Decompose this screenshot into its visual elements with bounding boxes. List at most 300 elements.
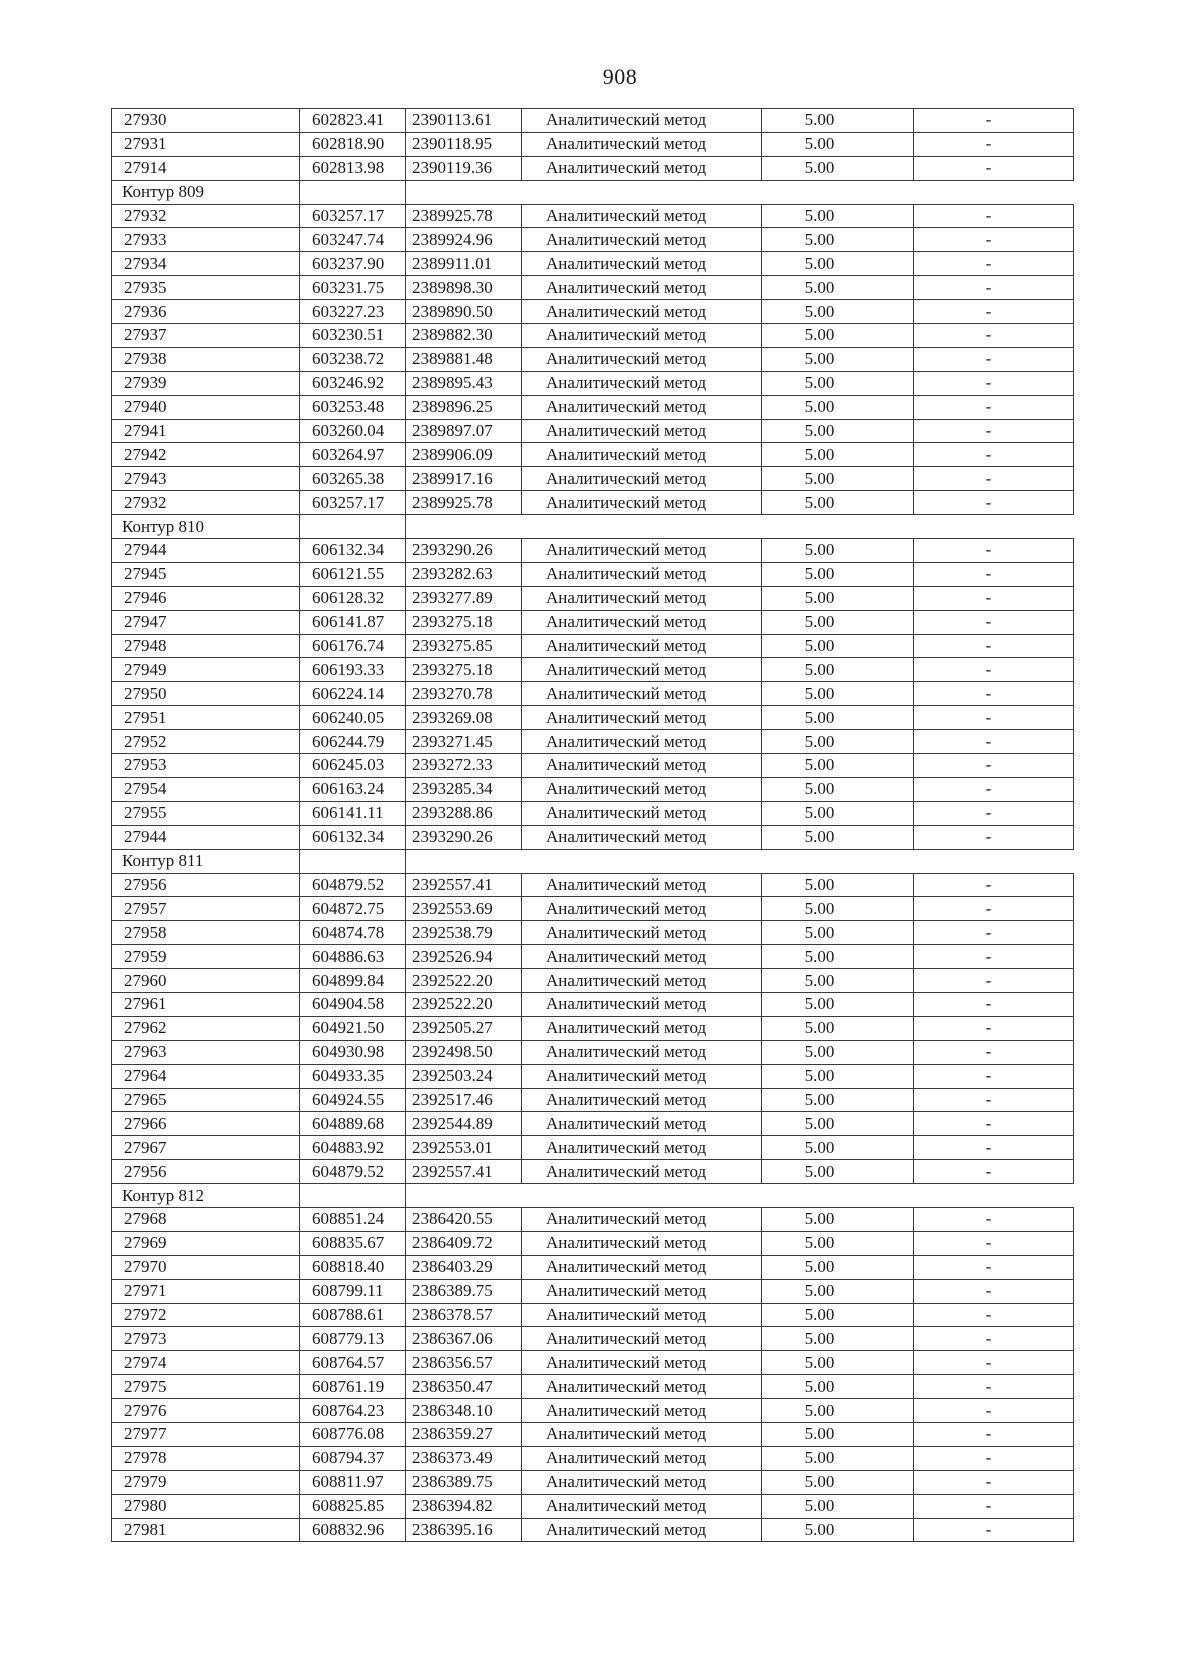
x-coordinate-cell: 604879.52: [300, 873, 406, 897]
note-cell: -: [914, 825, 1074, 849]
table-row: [112, 1327, 1074, 1351]
contour-label: Контур 812: [112, 1184, 300, 1208]
precision-cell: 5.00: [762, 921, 914, 945]
x-coordinate-cell: 603227.23: [300, 300, 406, 324]
contour-header-row: [112, 515, 1074, 539]
y-coordinate-cell: 2392517.46: [406, 1088, 522, 1112]
y-coordinate-cell: 2390118.95: [406, 132, 522, 156]
table-row: [112, 204, 1074, 228]
precision-cell: 5.00: [762, 634, 914, 658]
note-cell: -: [914, 1303, 1074, 1327]
point-number-cell: 27951: [112, 706, 300, 730]
note-cell: -: [914, 1399, 1074, 1423]
point-number-cell: 27978: [112, 1446, 300, 1470]
method-cell: Аналитический метод: [522, 1327, 762, 1351]
table-row: [112, 1494, 1074, 1518]
note-cell: -: [914, 777, 1074, 801]
y-coordinate-cell: 2393275.18: [406, 658, 522, 682]
note-cell: -: [914, 395, 1074, 419]
note-cell: -: [914, 873, 1074, 897]
method-cell: Аналитический метод: [522, 969, 762, 993]
precision-cell: 5.00: [762, 682, 914, 706]
method-cell: Аналитический метод: [522, 754, 762, 778]
point-number-cell: 27952: [112, 730, 300, 754]
x-coordinate-cell: 604930.98: [300, 1040, 406, 1064]
method-cell: Аналитический метод: [522, 610, 762, 634]
x-coordinate-cell: 603246.92: [300, 371, 406, 395]
point-number-cell: 27932: [112, 204, 300, 228]
point-number-cell: 27944: [112, 825, 300, 849]
table-row: [112, 945, 1074, 969]
contour-label: Контур 810: [112, 515, 300, 539]
contour-header-row: [112, 180, 1074, 204]
table-row: [112, 992, 1074, 1016]
precision-cell: 5.00: [762, 1231, 914, 1255]
contour-empty-cell: [406, 180, 1074, 204]
method-cell: Аналитический метод: [522, 777, 762, 801]
method-cell: Аналитический метод: [522, 156, 762, 180]
point-number-cell: 27957: [112, 897, 300, 921]
y-coordinate-cell: 2389906.09: [406, 443, 522, 467]
note-cell: -: [914, 754, 1074, 778]
contour-label: Контур 809: [112, 180, 300, 204]
precision-cell: 5.00: [762, 1303, 914, 1327]
note-cell: -: [914, 109, 1074, 133]
x-coordinate-cell: 604899.84: [300, 969, 406, 993]
y-coordinate-cell: 2392553.01: [406, 1136, 522, 1160]
precision-cell: 5.00: [762, 945, 914, 969]
y-coordinate-cell: 2389925.78: [406, 491, 522, 515]
note-cell: -: [914, 634, 1074, 658]
note-cell: -: [914, 897, 1074, 921]
note-cell: -: [914, 132, 1074, 156]
y-coordinate-cell: 2389897.07: [406, 419, 522, 443]
precision-cell: 5.00: [762, 897, 914, 921]
precision-cell: 5.00: [762, 969, 914, 993]
method-cell: Аналитический метод: [522, 873, 762, 897]
y-coordinate-cell: 2386350.47: [406, 1375, 522, 1399]
point-number-cell: 27968: [112, 1207, 300, 1231]
x-coordinate-cell: 603230.51: [300, 324, 406, 348]
table-row: [112, 443, 1074, 467]
point-number-cell: 27981: [112, 1518, 300, 1542]
table-row: [112, 610, 1074, 634]
note-cell: -: [914, 156, 1074, 180]
x-coordinate-cell: 606163.24: [300, 777, 406, 801]
table-row: [112, 562, 1074, 586]
precision-cell: 5.00: [762, 1064, 914, 1088]
note-cell: -: [914, 658, 1074, 682]
method-cell: Аналитический метод: [522, 706, 762, 730]
precision-cell: 5.00: [762, 1422, 914, 1446]
y-coordinate-cell: 2393271.45: [406, 730, 522, 754]
precision-cell: 5.00: [762, 730, 914, 754]
precision-cell: 5.00: [762, 539, 914, 563]
x-coordinate-cell: 602818.90: [300, 132, 406, 156]
method-cell: Аналитический метод: [522, 1518, 762, 1542]
method-cell: Аналитический метод: [522, 1351, 762, 1375]
point-number-cell: 27965: [112, 1088, 300, 1112]
table-row: [112, 1088, 1074, 1112]
contour-empty-cell: [300, 180, 406, 204]
note-cell: -: [914, 969, 1074, 993]
y-coordinate-cell: 2393272.33: [406, 754, 522, 778]
table-row: [112, 1040, 1074, 1064]
point-number-cell: 27931: [112, 132, 300, 156]
method-cell: Аналитический метод: [522, 921, 762, 945]
precision-cell: 5.00: [762, 777, 914, 801]
point-number-cell: 27937: [112, 324, 300, 348]
precision-cell: 5.00: [762, 276, 914, 300]
method-cell: Аналитический метод: [522, 467, 762, 491]
point-number-cell: 27942: [112, 443, 300, 467]
note-cell: -: [914, 1136, 1074, 1160]
table-row: [112, 586, 1074, 610]
x-coordinate-cell: 608761.19: [300, 1375, 406, 1399]
precision-cell: 5.00: [762, 1327, 914, 1351]
y-coordinate-cell: 2389882.30: [406, 324, 522, 348]
note-cell: -: [914, 921, 1074, 945]
y-coordinate-cell: 2393277.89: [406, 586, 522, 610]
x-coordinate-cell: 603260.04: [300, 419, 406, 443]
precision-cell: 5.00: [762, 347, 914, 371]
note-cell: -: [914, 443, 1074, 467]
note-cell: -: [914, 371, 1074, 395]
precision-cell: 5.00: [762, 1446, 914, 1470]
point-number-cell: 27935: [112, 276, 300, 300]
y-coordinate-cell: 2386373.49: [406, 1446, 522, 1470]
y-coordinate-cell: 2393285.34: [406, 777, 522, 801]
table-row: [112, 1136, 1074, 1160]
precision-cell: 5.00: [762, 586, 914, 610]
contour-empty-cell: [406, 1184, 1074, 1208]
table-row: [112, 801, 1074, 825]
table-row: [112, 658, 1074, 682]
point-number-cell: 27970: [112, 1255, 300, 1279]
note-cell: -: [914, 419, 1074, 443]
note-cell: -: [914, 491, 1074, 515]
note-cell: -: [914, 1494, 1074, 1518]
precision-cell: 5.00: [762, 801, 914, 825]
x-coordinate-cell: 608794.37: [300, 1446, 406, 1470]
note-cell: -: [914, 252, 1074, 276]
precision-cell: 5.00: [762, 610, 914, 634]
point-number-cell: 27956: [112, 873, 300, 897]
method-cell: Аналитический метод: [522, 228, 762, 252]
table-row: [112, 706, 1074, 730]
precision-cell: 5.00: [762, 562, 914, 586]
point-number-cell: 27974: [112, 1351, 300, 1375]
y-coordinate-cell: 2393282.63: [406, 562, 522, 586]
note-cell: -: [914, 1016, 1074, 1040]
table-row: [112, 371, 1074, 395]
point-number-cell: 27973: [112, 1327, 300, 1351]
y-coordinate-cell: 2389925.78: [406, 204, 522, 228]
point-number-cell: 27939: [112, 371, 300, 395]
point-number-cell: 27967: [112, 1136, 300, 1160]
table-row: [112, 897, 1074, 921]
point-number-cell: 27934: [112, 252, 300, 276]
note-cell: -: [914, 586, 1074, 610]
y-coordinate-cell: 2393269.08: [406, 706, 522, 730]
x-coordinate-cell: 608818.40: [300, 1255, 406, 1279]
point-number-cell: 27947: [112, 610, 300, 634]
x-coordinate-cell: 606141.87: [300, 610, 406, 634]
table-row: [112, 395, 1074, 419]
y-coordinate-cell: 2389898.30: [406, 276, 522, 300]
y-coordinate-cell: 2386356.57: [406, 1351, 522, 1375]
table-row: [112, 539, 1074, 563]
method-cell: Аналитический метод: [522, 1470, 762, 1494]
method-cell: Аналитический метод: [522, 204, 762, 228]
point-number-cell: 27944: [112, 539, 300, 563]
x-coordinate-cell: 606132.34: [300, 825, 406, 849]
note-cell: -: [914, 1375, 1074, 1399]
note-cell: -: [914, 1422, 1074, 1446]
x-coordinate-cell: 603238.72: [300, 347, 406, 371]
note-cell: -: [914, 1231, 1074, 1255]
x-coordinate-cell: 603253.48: [300, 395, 406, 419]
x-coordinate-cell: 604921.50: [300, 1016, 406, 1040]
table-row: [112, 1064, 1074, 1088]
contour-empty-cell: [300, 1184, 406, 1208]
precision-cell: 5.00: [762, 658, 914, 682]
table-row: [112, 324, 1074, 348]
y-coordinate-cell: 2386394.82: [406, 1494, 522, 1518]
x-coordinate-cell: 603247.74: [300, 228, 406, 252]
x-coordinate-cell: 604879.52: [300, 1160, 406, 1184]
method-cell: Аналитический метод: [522, 132, 762, 156]
precision-cell: 5.00: [762, 1351, 914, 1375]
y-coordinate-cell: 2392557.41: [406, 873, 522, 897]
x-coordinate-cell: 604883.92: [300, 1136, 406, 1160]
note-cell: -: [914, 1040, 1074, 1064]
note-cell: -: [914, 1470, 1074, 1494]
method-cell: Аналитический метод: [522, 1303, 762, 1327]
table-row: [112, 419, 1074, 443]
y-coordinate-cell: 2392522.20: [406, 969, 522, 993]
point-number-cell: 27964: [112, 1064, 300, 1088]
precision-cell: 5.00: [762, 467, 914, 491]
table-row: [112, 682, 1074, 706]
note-cell: -: [914, 467, 1074, 491]
y-coordinate-cell: 2386420.55: [406, 1207, 522, 1231]
table-row: [112, 467, 1074, 491]
method-cell: Аналитический метод: [522, 491, 762, 515]
method-cell: Аналитический метод: [522, 897, 762, 921]
precision-cell: 5.00: [762, 204, 914, 228]
x-coordinate-cell: 606176.74: [300, 634, 406, 658]
method-cell: Аналитический метод: [522, 562, 762, 586]
note-cell: -: [914, 324, 1074, 348]
precision-cell: 5.00: [762, 1207, 914, 1231]
table-row: [112, 1207, 1074, 1231]
note-cell: -: [914, 1112, 1074, 1136]
point-number-cell: 27932: [112, 491, 300, 515]
point-number-cell: 27941: [112, 419, 300, 443]
y-coordinate-cell: 2386348.10: [406, 1399, 522, 1423]
method-cell: Аналитический метод: [522, 1231, 762, 1255]
method-cell: Аналитический метод: [522, 1375, 762, 1399]
precision-cell: 5.00: [762, 1399, 914, 1423]
note-cell: -: [914, 1446, 1074, 1470]
x-coordinate-cell: 608764.57: [300, 1351, 406, 1375]
y-coordinate-cell: 2389924.96: [406, 228, 522, 252]
note-cell: -: [914, 539, 1074, 563]
method-cell: Аналитический метод: [522, 300, 762, 324]
method-cell: Аналитический метод: [522, 109, 762, 133]
method-cell: Аналитический метод: [522, 443, 762, 467]
note-cell: -: [914, 347, 1074, 371]
x-coordinate-cell: 606141.11: [300, 801, 406, 825]
y-coordinate-cell: 2386359.27: [406, 1422, 522, 1446]
x-coordinate-cell: 604886.63: [300, 945, 406, 969]
precision-cell: 5.00: [762, 825, 914, 849]
precision-cell: 5.00: [762, 252, 914, 276]
table-row: [112, 228, 1074, 252]
y-coordinate-cell: 2392538.79: [406, 921, 522, 945]
x-coordinate-cell: 603237.90: [300, 252, 406, 276]
point-number-cell: 27933: [112, 228, 300, 252]
table-row: [112, 252, 1074, 276]
contour-label: Контур 811: [112, 849, 300, 873]
note-cell: -: [914, 1160, 1074, 1184]
point-number-cell: 27953: [112, 754, 300, 778]
note-cell: -: [914, 228, 1074, 252]
x-coordinate-cell: 608835.67: [300, 1231, 406, 1255]
precision-cell: 5.00: [762, 992, 914, 1016]
point-number-cell: 27930: [112, 109, 300, 133]
precision-cell: 5.00: [762, 300, 914, 324]
x-coordinate-cell: 606244.79: [300, 730, 406, 754]
method-cell: Аналитический метод: [522, 682, 762, 706]
precision-cell: 5.00: [762, 754, 914, 778]
table-row: [112, 491, 1074, 515]
method-cell: Аналитический метод: [522, 825, 762, 849]
precision-cell: 5.00: [762, 491, 914, 515]
precision-cell: 5.00: [762, 395, 914, 419]
x-coordinate-cell: 606121.55: [300, 562, 406, 586]
point-number-cell: 27958: [112, 921, 300, 945]
y-coordinate-cell: 2393290.26: [406, 825, 522, 849]
precision-cell: 5.00: [762, 1470, 914, 1494]
coordinates-table: [111, 108, 1074, 1542]
note-cell: -: [914, 730, 1074, 754]
x-coordinate-cell: 602813.98: [300, 156, 406, 180]
note-cell: -: [914, 1255, 1074, 1279]
x-coordinate-cell: 604889.68: [300, 1112, 406, 1136]
contour-empty-cell: [300, 849, 406, 873]
y-coordinate-cell: 2392522.20: [406, 992, 522, 1016]
point-number-cell: 27945: [112, 562, 300, 586]
point-number-cell: 27940: [112, 395, 300, 419]
point-number-cell: 27961: [112, 992, 300, 1016]
precision-cell: 5.00: [762, 1040, 914, 1064]
point-number-cell: 27938: [112, 347, 300, 371]
x-coordinate-cell: 603257.17: [300, 204, 406, 228]
point-number-cell: 27980: [112, 1494, 300, 1518]
method-cell: Аналитический метод: [522, 1399, 762, 1423]
x-coordinate-cell: 604904.58: [300, 992, 406, 1016]
precision-cell: 5.00: [762, 156, 914, 180]
method-cell: Аналитический метод: [522, 1422, 762, 1446]
note-cell: -: [914, 300, 1074, 324]
note-cell: -: [914, 706, 1074, 730]
point-number-cell: 27977: [112, 1422, 300, 1446]
method-cell: Аналитический метод: [522, 634, 762, 658]
y-coordinate-cell: 2392503.24: [406, 1064, 522, 1088]
precision-cell: 5.00: [762, 324, 914, 348]
coordinates-table-body: [112, 109, 1074, 1542]
x-coordinate-cell: 604874.78: [300, 921, 406, 945]
x-coordinate-cell: 606193.33: [300, 658, 406, 682]
y-coordinate-cell: 2386389.75: [406, 1470, 522, 1494]
precision-cell: 5.00: [762, 132, 914, 156]
table-row: [112, 873, 1074, 897]
x-coordinate-cell: 608779.13: [300, 1327, 406, 1351]
table-row: [112, 634, 1074, 658]
y-coordinate-cell: 2386409.72: [406, 1231, 522, 1255]
x-coordinate-cell: 606240.05: [300, 706, 406, 730]
table-row: [112, 754, 1074, 778]
contour-header-row: [112, 1184, 1074, 1208]
method-cell: Аналитический метод: [522, 992, 762, 1016]
table-row: [112, 1016, 1074, 1040]
precision-cell: 5.00: [762, 371, 914, 395]
method-cell: Аналитический метод: [522, 1136, 762, 1160]
precision-cell: 5.00: [762, 1518, 914, 1542]
note-cell: -: [914, 562, 1074, 586]
precision-cell: 5.00: [762, 1160, 914, 1184]
precision-cell: 5.00: [762, 228, 914, 252]
table-row: [112, 132, 1074, 156]
point-number-cell: 27979: [112, 1470, 300, 1494]
method-cell: Аналитический метод: [522, 1494, 762, 1518]
method-cell: Аналитический метод: [522, 276, 762, 300]
note-cell: -: [914, 945, 1074, 969]
table-row: [112, 1160, 1074, 1184]
method-cell: Аналитический метод: [522, 1446, 762, 1470]
x-coordinate-cell: 603264.97: [300, 443, 406, 467]
table-row: [112, 1399, 1074, 1423]
point-number-cell: 27959: [112, 945, 300, 969]
method-cell: Аналитический метод: [522, 419, 762, 443]
x-coordinate-cell: 608799.11: [300, 1279, 406, 1303]
y-coordinate-cell: 2393270.78: [406, 682, 522, 706]
method-cell: Аналитический метод: [522, 252, 762, 276]
note-cell: -: [914, 1351, 1074, 1375]
y-coordinate-cell: 2386378.57: [406, 1303, 522, 1327]
precision-cell: 5.00: [762, 109, 914, 133]
y-coordinate-cell: 2389911.01: [406, 252, 522, 276]
table-row: [112, 109, 1074, 133]
table-row: [112, 300, 1074, 324]
y-coordinate-cell: 2392544.89: [406, 1112, 522, 1136]
x-coordinate-cell: 608851.24: [300, 1207, 406, 1231]
y-coordinate-cell: 2389917.16: [406, 467, 522, 491]
table-row: [112, 1375, 1074, 1399]
point-number-cell: 27949: [112, 658, 300, 682]
precision-cell: 5.00: [762, 1088, 914, 1112]
precision-cell: 5.00: [762, 419, 914, 443]
coordinates-table-container: [111, 108, 1073, 1542]
y-coordinate-cell: 2392553.69: [406, 897, 522, 921]
note-cell: -: [914, 1207, 1074, 1231]
table-row: [112, 1112, 1074, 1136]
x-coordinate-cell: 608825.85: [300, 1494, 406, 1518]
point-number-cell: 27943: [112, 467, 300, 491]
y-coordinate-cell: 2386395.16: [406, 1518, 522, 1542]
